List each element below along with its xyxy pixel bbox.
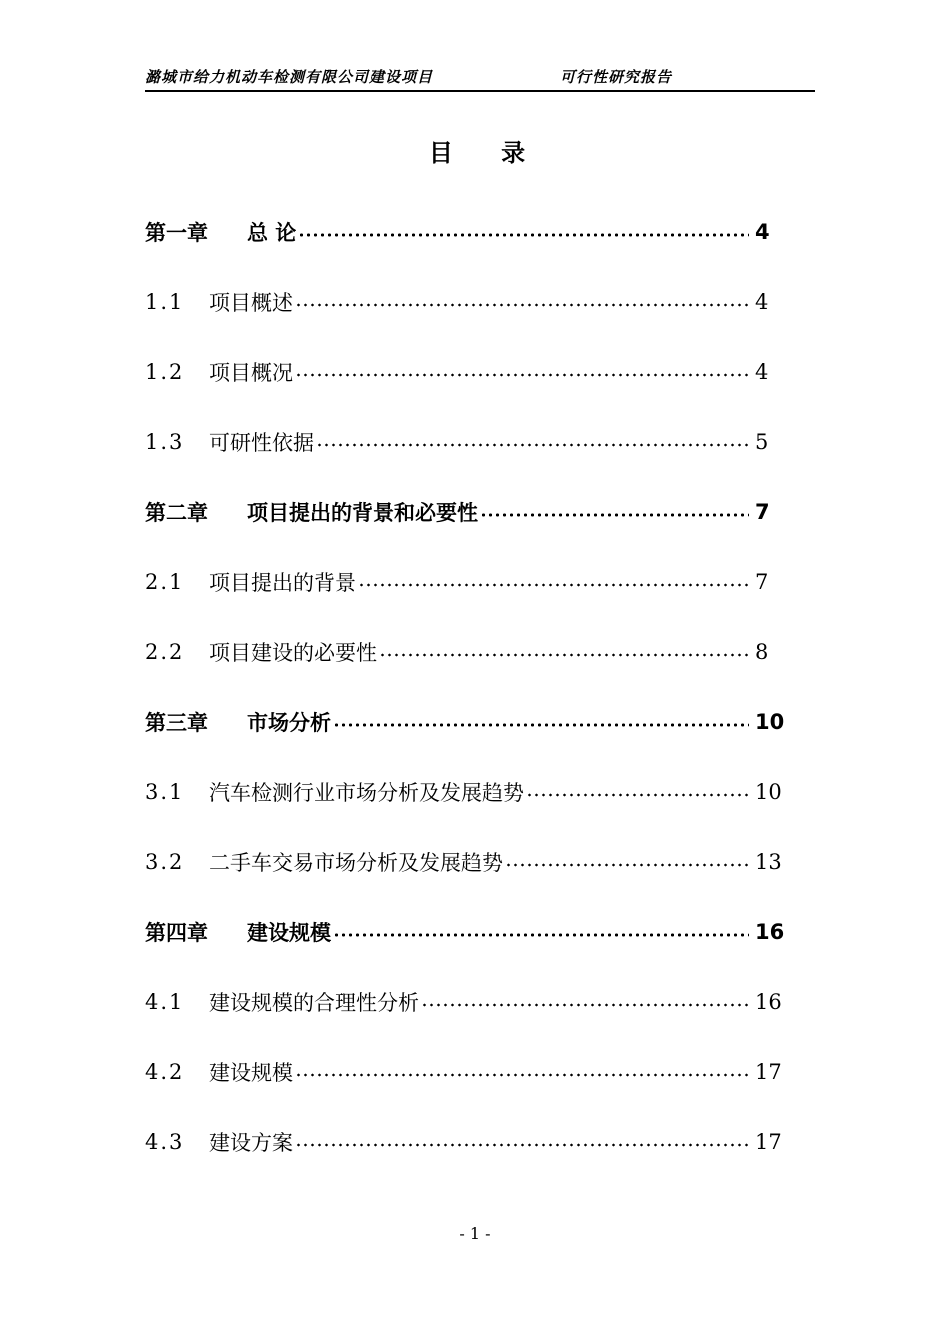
toc-entry-chapter-2[interactable] [145,477,785,547]
toc-entry-number: 第二章 [145,501,208,525]
toc-entry-title: 建设方案 [209,1131,293,1155]
toc-entry-title: 汽车检测行业市场分析及发展趋势 [209,781,524,805]
table-of-contents [145,197,785,1177]
toc-entry-title: 项目提出的背景和必要性 [247,501,478,525]
toc-entry-number: 第三章 [145,711,208,735]
toc-entry-section-2-1[interactable] [145,547,785,617]
toc-entry-page: 16 [755,990,782,1014]
toc-entry-page: 17 [755,1130,782,1154]
toc-entry-section-1-2[interactable] [145,337,785,407]
toc-entry-number: 4.1 [145,990,185,1014]
toc-entry-chapter-4[interactable] [145,897,785,967]
toc-entry-title: 项目概况 [209,361,293,385]
toc-entry-page: 7 [755,500,770,524]
toc-dot-leader [526,793,749,797]
toc-dot-leader [316,443,749,447]
toc-entry-number: 第四章 [145,921,208,945]
toc-entry-number: 3.1 [145,780,185,804]
toc-entry-title: 项目建设的必要性 [209,641,377,665]
toc-entry-title: 二手车交易市场分析及发展趋势 [209,851,503,875]
toc-dot-leader [421,1003,749,1007]
toc-entry-title: 项目概述 [209,291,293,315]
toc-entry-chapter-3[interactable] [145,687,785,757]
toc-entry-section-4-1[interactable] [145,967,785,1037]
toc-dot-leader [358,583,749,587]
toc-entry-page: 7 [755,570,769,594]
toc-entry-number: 1.1 [145,290,185,314]
toc-entry-page: 10 [755,710,785,734]
toc-entry-page: 8 [755,640,769,664]
page-number: - 1 - [459,1224,491,1243]
toc-entry-section-1-1[interactable] [145,267,785,337]
toc-dot-leader [505,863,749,867]
toc-entry-title: 可研性依据 [209,431,314,455]
toc-dot-leader [295,373,749,377]
toc-entry-number: 4.3 [145,1130,185,1154]
toc-entry-page: 16 [755,920,785,944]
toc-entry-number: 1.3 [145,430,185,454]
toc-dot-leader [333,933,749,937]
toc-entry-number: 2.1 [145,570,185,594]
toc-dot-leader [480,513,749,517]
toc-title: 目 录 [428,139,546,167]
toc-entry-number: 3.2 [145,850,185,874]
toc-entry-title: 项目提出的背景 [209,571,356,595]
toc-entry-title: 市场分析 [247,711,331,735]
toc-entry-page: 10 [755,780,782,804]
toc-entry-section-4-3[interactable] [145,1107,785,1177]
toc-entry-title: 建设规模 [209,1061,293,1085]
toc-entry-section-2-2[interactable] [145,617,785,687]
toc-entry-title: 总 论 [247,221,297,245]
toc-entry-page: 4 [755,360,769,384]
toc-entry-number: 2.2 [145,640,185,664]
toc-entry-section-3-2[interactable] [145,827,785,897]
toc-dot-leader [295,1143,749,1147]
header-report-type: 可行性研究报告 [560,68,673,86]
toc-entry-number: 4.2 [145,1060,185,1084]
header-project-name: 潞城市给力机动车检测有限公司建设项目 [145,68,434,86]
toc-dot-leader [333,723,749,727]
toc-entry-page: 13 [755,850,782,874]
toc-entry-chapter-1[interactable] [145,197,785,267]
toc-entry-page: 5 [755,430,769,454]
toc-entry-page: 17 [755,1060,782,1084]
toc-entry-section-4-2[interactable] [145,1037,785,1107]
page-header [145,64,815,92]
toc-entry-title: 建设规模 [247,921,331,945]
toc-entry-title: 建设规模的合理性分析 [209,991,419,1015]
toc-dot-leader [298,233,749,237]
toc-dot-leader [295,303,749,307]
toc-entry-section-3-1[interactable] [145,757,785,827]
toc-entry-page: 4 [755,290,769,314]
toc-entry-page: 4 [755,220,770,244]
toc-entry-section-1-3[interactable] [145,407,785,477]
toc-entry-number: 1.2 [145,360,185,384]
toc-entry-number: 第一章 [145,221,208,245]
toc-dot-leader [295,1073,749,1077]
toc-dot-leader [379,653,749,657]
